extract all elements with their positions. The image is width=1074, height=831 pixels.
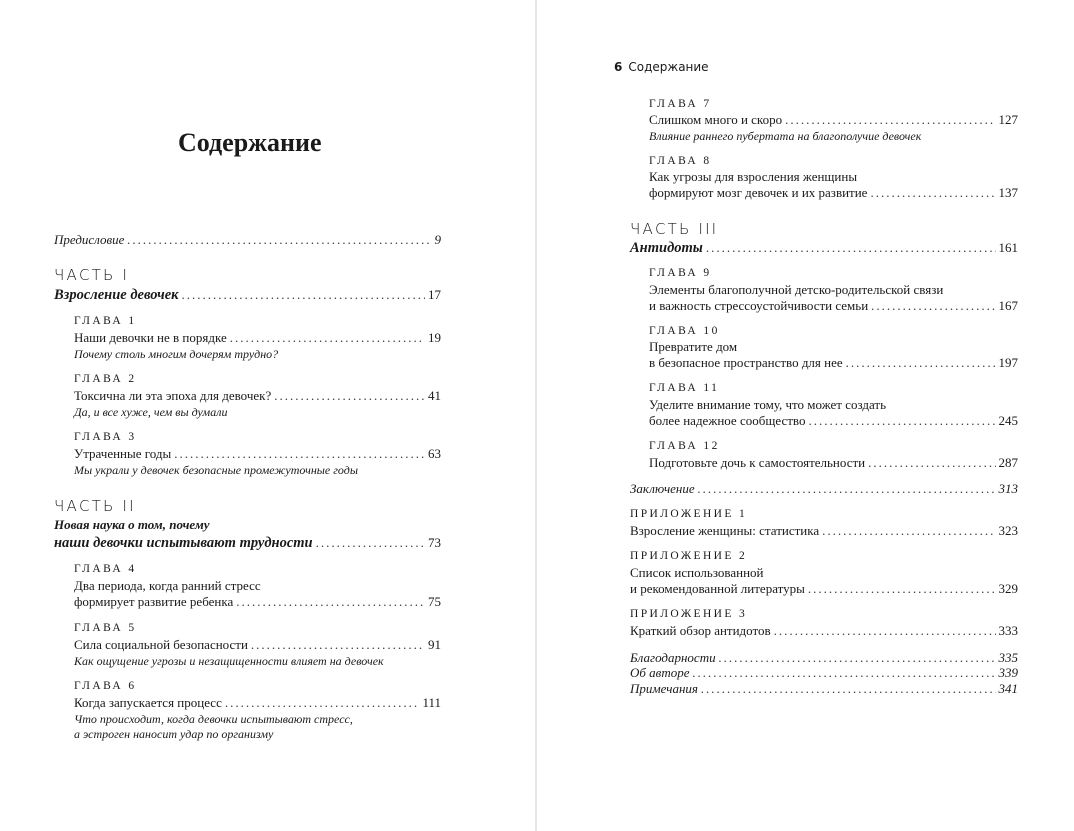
entry-label: Предисловие — [54, 232, 125, 247]
toc-entry-appendix-3[interactable] — [630, 623, 1018, 639]
chapter-label: ГЛАВА 11 — [649, 382, 720, 394]
toc-entry-appendix-2[interactable] — [630, 581, 1018, 597]
entry-page: 9 — [434, 232, 441, 247]
toc-entry-chapter-4[interactable] — [74, 594, 441, 610]
toc-entry-part-1[interactable] — [54, 287, 441, 303]
chapter-label: ГЛАВА 8 — [649, 155, 712, 167]
toc-entry-part-2[interactable] — [54, 535, 441, 551]
toc-entry-chapter-9[interactable] — [649, 298, 1018, 314]
chapter-subtitle: Да, и все хуже, чем вы думали — [74, 405, 228, 419]
part-label: ЧАСТЬ II — [54, 497, 136, 515]
appendix-label: ПРИЛОЖЕНИЕ 1 — [630, 508, 748, 520]
left-page — [0, 0, 535, 831]
chapter-label: ГЛАВА 4 — [74, 563, 137, 575]
chapter-title: Наши девочки не в порядке — [74, 330, 227, 345]
chapter-label: ГЛАВА 1 — [74, 315, 137, 327]
entry-page: 19 — [428, 330, 441, 345]
chapter-label: ГЛАВА 12 — [649, 440, 720, 452]
entry-label: Примечания — [630, 681, 698, 696]
entry-page: 329 — [998, 581, 1018, 596]
chapter-title: формируют мозг девочек и их развитие — [649, 185, 868, 200]
chapter-label: ГЛАВА 5 — [74, 622, 137, 634]
appendix-title: Список использованной — [630, 565, 764, 580]
entry-page: 335 — [998, 650, 1018, 665]
entry-page: 111 — [422, 695, 441, 710]
entry-page: 245 — [998, 413, 1018, 428]
chapter-subtitle: Как ощущение угрозы и незащищенности влияет на девочек — [74, 654, 384, 668]
chapter-title: Слишком много и скоро — [649, 112, 783, 127]
entry-page: 63 — [428, 446, 441, 461]
entry-page: 17 — [428, 287, 441, 302]
toc-entry-chapter-12[interactable] — [649, 455, 1018, 471]
entry-page: 323 — [998, 523, 1018, 538]
chapter-title: Утраченные годы — [74, 446, 172, 461]
running-header — [614, 60, 709, 74]
entry-page: 313 — [998, 481, 1018, 496]
chapter-title: и важность стрессоустойчивости семьи — [649, 298, 869, 313]
toc-entry-preface[interactable] — [54, 232, 441, 248]
entry-page: 137 — [998, 185, 1018, 200]
chapter-label: ГЛАВА 7 — [649, 98, 712, 110]
part-label: ЧАСТЬ III — [630, 220, 719, 238]
chapter-label: ГЛАВА 10 — [649, 325, 720, 337]
chapter-title: Два периода, когда ранний стресс — [74, 578, 261, 593]
part-title: Антидоты — [630, 240, 703, 256]
toc-entry-chapter-6[interactable] — [74, 695, 441, 711]
part-label: ЧАСТЬ I — [54, 266, 130, 284]
entry-page: 287 — [998, 455, 1018, 470]
chapter-title: более надежное сообщество — [649, 413, 806, 428]
page-title: Содержание — [178, 128, 322, 157]
toc-entry-chapter-8[interactable] — [649, 185, 1018, 201]
entry-page: 339 — [998, 665, 1018, 680]
toc-entry-about-author[interactable] — [630, 665, 1018, 681]
entry-page: 167 — [998, 298, 1018, 313]
toc-entry-chapter-5[interactable] — [74, 637, 441, 653]
entry-page: 161 — [998, 240, 1018, 255]
chapter-title: формирует развитие ребенка — [74, 594, 234, 609]
toc-entry-appendix-1[interactable] — [630, 523, 1018, 539]
entry-page: 197 — [998, 355, 1018, 370]
chapter-label: ГЛАВА 3 — [74, 431, 137, 443]
toc-entry-chapter-11[interactable] — [649, 413, 1018, 429]
toc-entry-part-3[interactable] — [630, 240, 1018, 256]
toc-entry-chapter-7[interactable] — [649, 112, 1018, 128]
toc-entry-chapter-1[interactable] — [74, 330, 441, 346]
toc-entry-chapter-2[interactable] — [74, 388, 441, 404]
entry-label: Об авторе — [630, 665, 690, 680]
chapter-subtitle: Влияние раннего пубертата на благополучие девочек — [649, 129, 922, 143]
chapter-title: Элементы благополучной детско-родительской связи — [649, 282, 944, 297]
entry-page: 91 — [428, 637, 441, 652]
chapter-title: Токсична ли эта эпоха для девочек? — [74, 388, 272, 403]
chapter-title: Как угрозы для взросления женщины — [649, 169, 858, 184]
entry-page: 333 — [998, 623, 1018, 638]
entry-label: Благодарности — [630, 650, 716, 665]
appendix-title: Взросление женщины: статистика — [630, 523, 820, 538]
chapter-subtitle: Почему столь многим дочерям трудно? — [74, 347, 279, 361]
part-title: Взросление девочек — [54, 287, 179, 303]
part-title: наши девочки испытывают трудности — [54, 535, 313, 551]
appendix-title: Краткий обзор антидотов — [630, 623, 771, 638]
chapter-title: Подготовьте дочь к самостоятельности — [649, 455, 866, 470]
appendix-label: ПРИЛОЖЕНИЕ 2 — [630, 550, 748, 562]
toc-entry-conclusion[interactable] — [630, 481, 1018, 497]
chapter-title: Сила социальной безопасности — [74, 637, 248, 652]
entry-label: Заключение — [630, 481, 695, 496]
entry-page: 341 — [998, 681, 1018, 696]
entry-page: 41 — [428, 388, 441, 403]
appendix-label: ПРИЛОЖЕНИЕ 3 — [630, 608, 748, 620]
chapter-title: Уделите внимание тому, что может создать — [649, 397, 887, 412]
entry-page: 127 — [998, 112, 1018, 127]
chapter-label: ГЛАВА 2 — [74, 373, 137, 385]
entry-page: 73 — [428, 535, 441, 550]
chapter-subtitle: Что происходит, когда девочки испытывают стресс, — [74, 712, 353, 726]
chapter-label: ГЛАВА 6 — [74, 680, 137, 692]
toc-entry-chapter-10[interactable] — [649, 355, 1018, 371]
entry-page: 75 — [428, 594, 441, 609]
chapter-title: в безопасное пространство для нее — [649, 355, 843, 370]
chapter-title: Превратите дом — [649, 339, 738, 354]
toc-entry-acknowledgements[interactable] — [630, 650, 1018, 666]
chapter-subtitle: Мы украли у девочек безопасные промежуточные годы — [74, 463, 358, 477]
toc-entry-chapter-3[interactable] — [74, 446, 441, 462]
chapter-title: Когда запускается процесс — [74, 695, 222, 710]
chapter-subtitle: а эстроген наносит удар по организму — [74, 727, 274, 741]
toc-entry-notes[interactable] — [630, 681, 1018, 697]
appendix-title: и рекомендованной литературы — [630, 581, 805, 596]
part-title: Новая наука о том, почему — [54, 517, 210, 532]
header-page-number: 6 — [614, 60, 623, 74]
header-title: Содержание — [628, 60, 709, 74]
chapter-label: ГЛАВА 9 — [649, 267, 712, 279]
